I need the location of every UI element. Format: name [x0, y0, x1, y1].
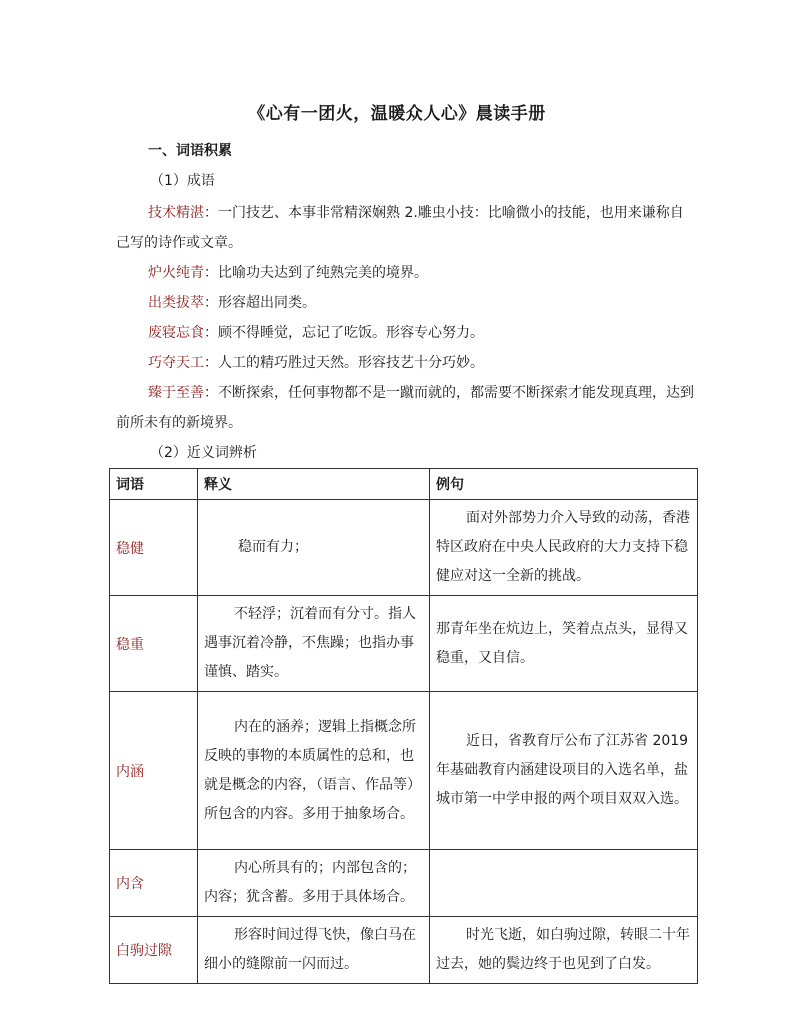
table-row: [110, 692, 698, 850]
table-cell-word: 内涵: [110, 692, 198, 850]
idiom-entry: [116, 378, 696, 438]
column-header-word: 词语: [110, 469, 198, 500]
table-cell-word: 稳重: [110, 596, 198, 692]
subsection-heading-idioms: （1）成语: [150, 173, 215, 189]
table-cell-example: 时光飞逝，如白驹过隙，转眼二十年过去，她的鬓边终于也见到了白发。: [430, 917, 698, 984]
page-title: 《心有一团火，温暖众人心》晨读手册: [248, 104, 546, 124]
table-cell-example: 面对外部势力介入导致的动荡，香港特区政府在中央人民政府的大力支持下稳健应对这一全新的挑战。: [430, 500, 698, 596]
table-header-row: [110, 469, 698, 500]
table-cell-example: 近日，省教育厅公布了江苏省 2019 年基础教育内涵建设项目的入选名单，盐城市第一中学申报的两个项目双双入选。: [430, 692, 698, 850]
table-row: [110, 850, 698, 917]
table-row: [110, 500, 698, 596]
idiom-definition: ：形容超出同类。: [204, 295, 316, 311]
table-cell-definition: 不轻浮；沉着而有分寸。指人遇事沉着冷静，不焦躁；也指办事谨慎、踏实。: [198, 596, 430, 692]
table-cell-definition: 内心所具有的；内部包含的；内容；犹含蓄。多用于具体场合。: [198, 850, 430, 917]
idiom-definition: ：比喻功夫达到了纯熟完美的境界。: [204, 265, 428, 281]
idiom-entry: [116, 198, 696, 258]
table-cell-definition: 内在的涵养；逻辑上指概念所反映的事物的本质属性的总和，也就是概念的内容，（语言、作品等）所包含的内容。多用于抽象场合。: [198, 692, 430, 850]
table-cell-example: 那青年坐在炕边上，笑着点点头，显得又稳重，又自信。: [430, 596, 698, 692]
idiom-term: 炉火纯青: [148, 265, 204, 281]
table-cell-word: 内含: [110, 850, 198, 917]
subsection-heading-synonyms: （2）近义词辨析: [150, 445, 257, 461]
idiom-term: 技术精湛: [148, 205, 204, 221]
idiom-term: 臻于至善: [148, 385, 204, 401]
idiom-entry: [116, 288, 696, 318]
section-heading-vocabulary: 一、词语积累: [148, 143, 232, 159]
table-cell-word: 稳健: [110, 500, 198, 596]
idiom-definition: ：一门技艺、本事非常精深娴熟 2.雕虫小技：比喻微小的技能，也用来谦称自己写的诗作或文章。: [116, 205, 684, 251]
synonym-table: [109, 468, 698, 984]
idiom-entry: [116, 318, 696, 348]
table-cell-word: 白驹过隙: [110, 917, 198, 984]
table-cell-definition: 形容时间过得飞快，像白马在细小的缝隙前一闪而过。: [198, 917, 430, 984]
idiom-entry: [116, 348, 696, 378]
column-header-definition: 释义: [198, 469, 430, 500]
idiom-definition: ：顾不得睡觉，忘记了吃饭。形容专心努力。: [204, 325, 484, 341]
table-cell-example: [430, 850, 698, 917]
column-header-example: 例句: [430, 469, 698, 500]
idiom-definition: ：人工的精巧胜过天然。形容技艺十分巧妙。: [204, 355, 484, 371]
table-row: [110, 917, 698, 984]
idiom-term: 出类拔萃: [148, 295, 204, 311]
table-cell-definition: 稳而有力；: [198, 500, 430, 596]
idiom-entry: [116, 258, 696, 288]
idiom-term: 巧夺天工: [148, 355, 204, 371]
table-row: [110, 596, 698, 692]
idiom-definition: ：不断探索，任何事物都不是一蹴而就的，都需要不断探索才能发现真理，达到前所未有的新境界。: [116, 385, 694, 431]
idiom-term: 废寝忘食: [148, 325, 204, 341]
